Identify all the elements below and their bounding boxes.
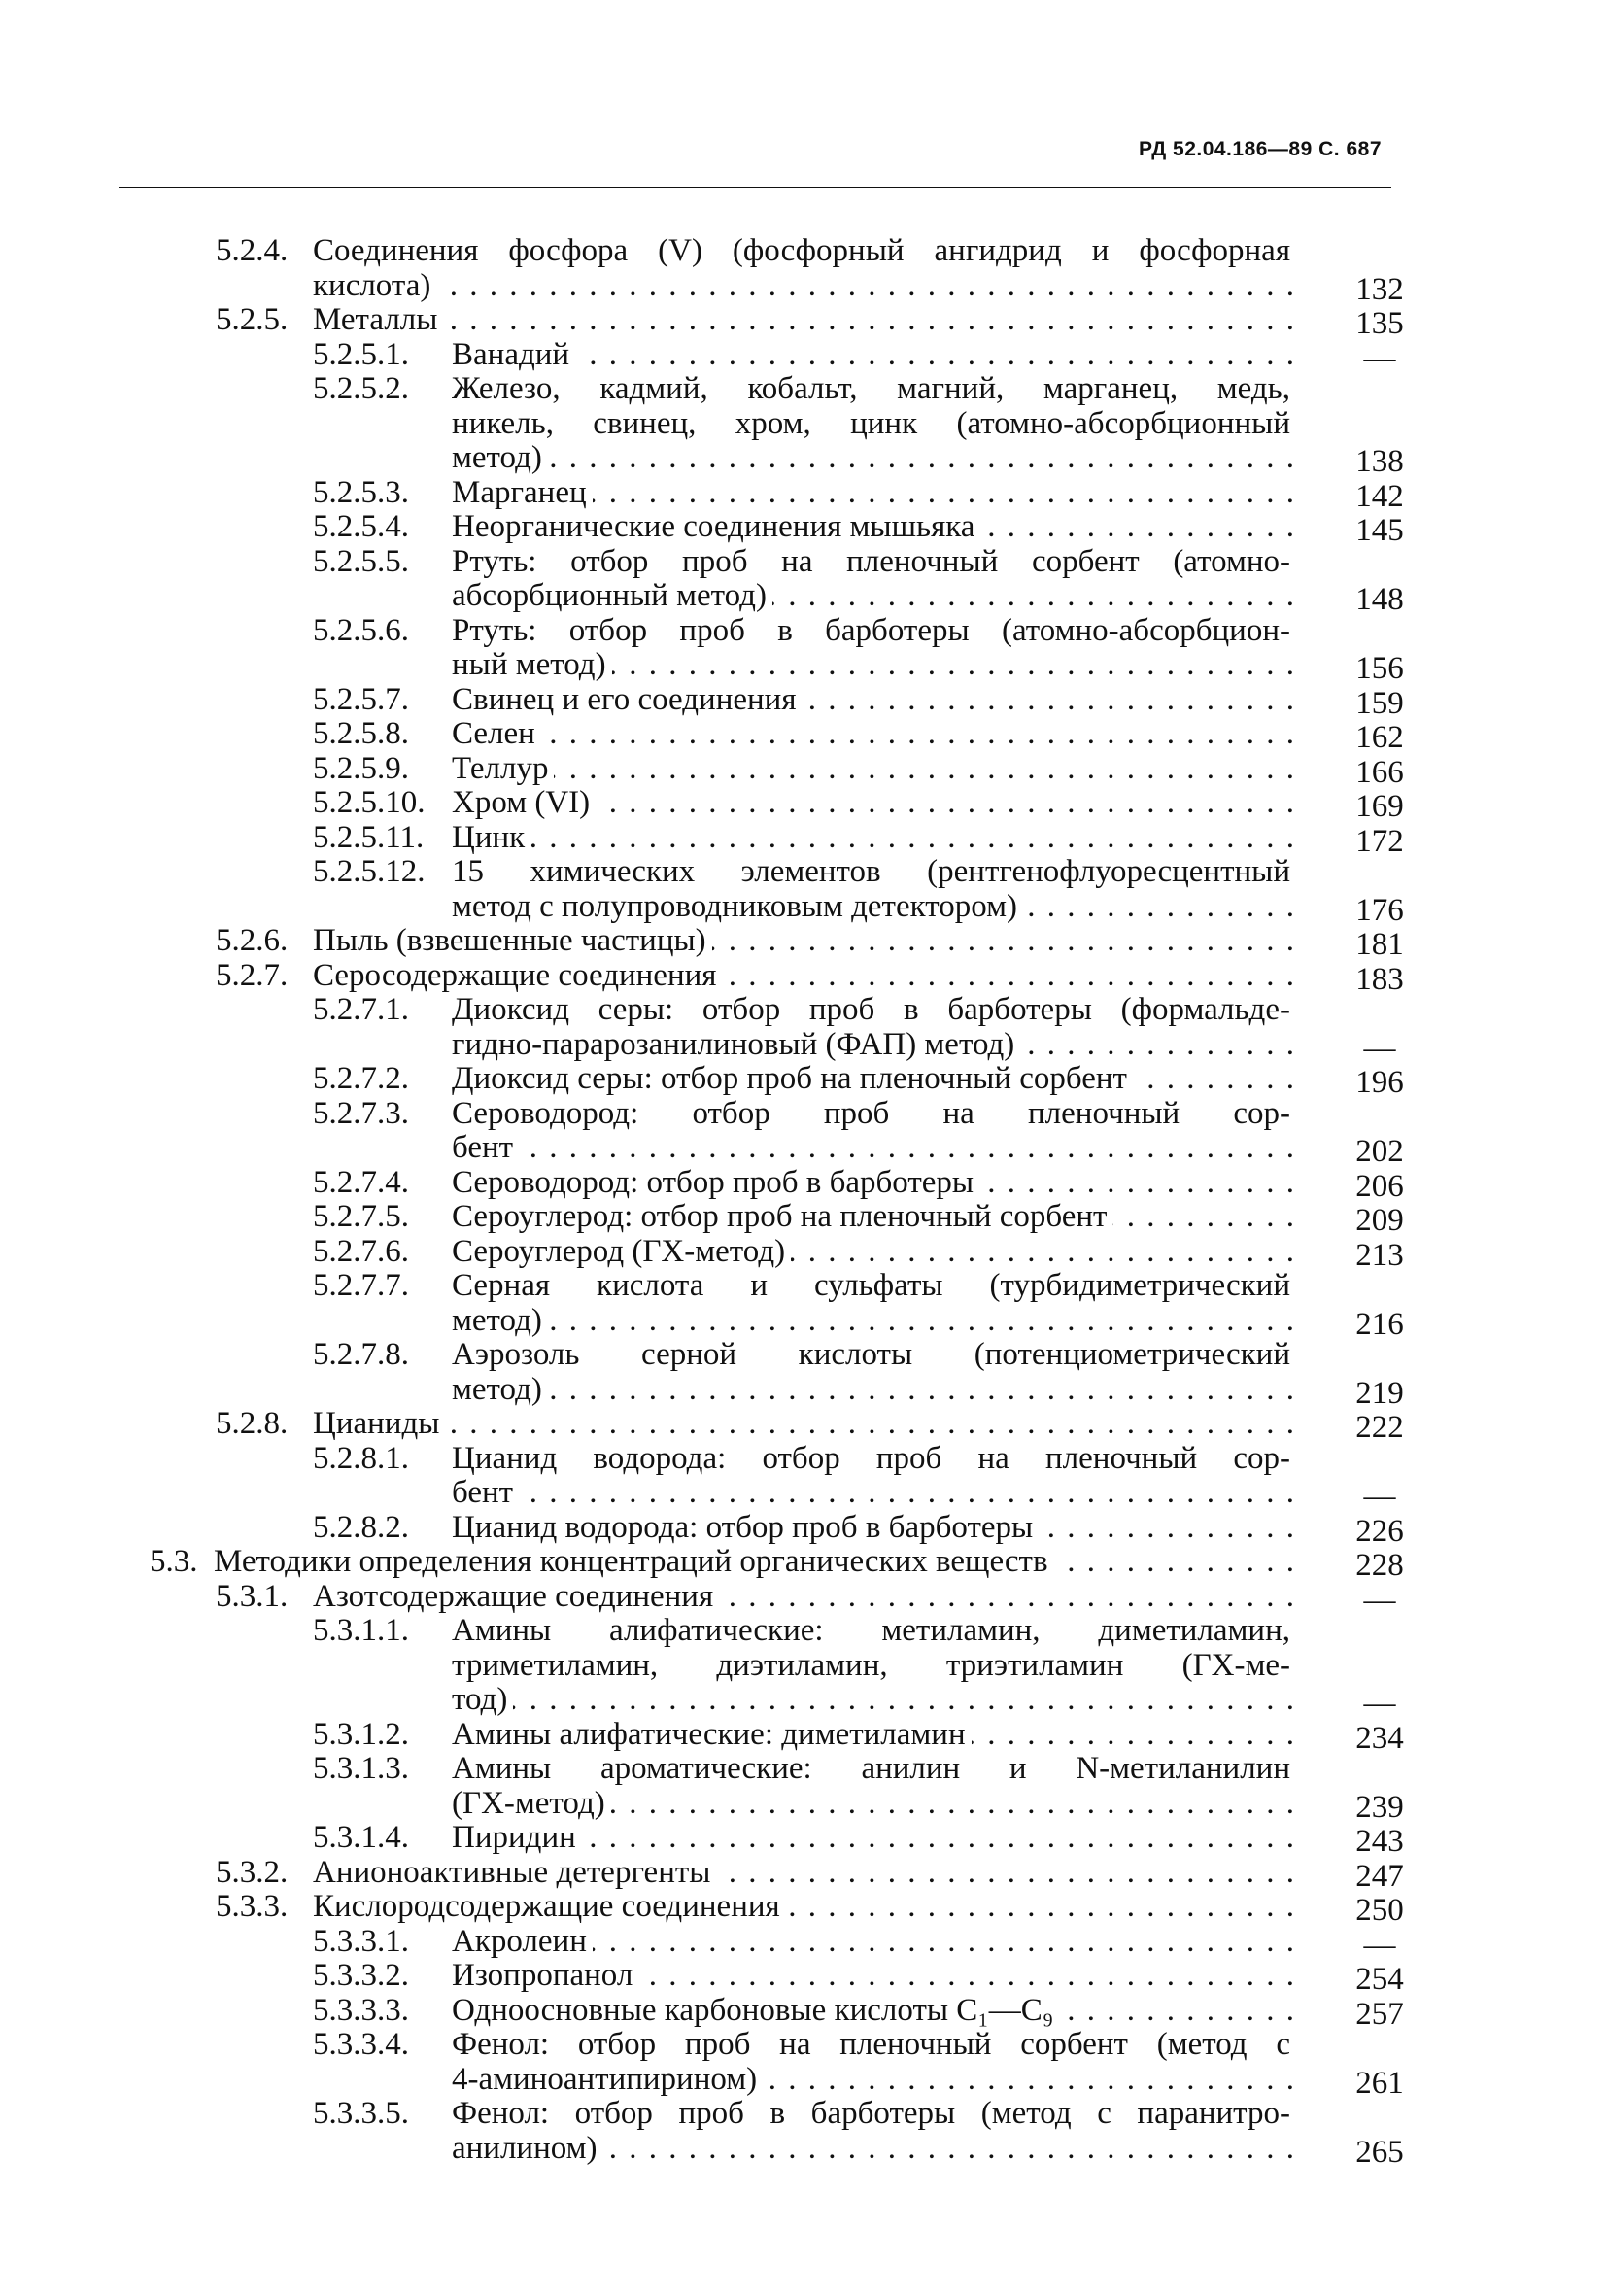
entry-title <box>452 1718 1296 1753</box>
entry-title-line: Кислородсодержащие соединения <box>313 1890 786 1924</box>
toc-entry <box>0 923 1607 962</box>
entry-title <box>452 717 1296 752</box>
toc-entry <box>0 474 1607 514</box>
entry-title <box>313 1580 1296 1615</box>
toc-entry <box>0 1716 1607 1756</box>
entry-page-number: 138 <box>1355 444 1404 479</box>
entry-title-line: Цианид водорода: отбор проб в барботеры <box>452 1511 1039 1545</box>
entry-title <box>452 1200 1296 1235</box>
entry-title-line: Цинк <box>452 821 530 855</box>
entry-number: 5.3.3.2. <box>313 1958 409 1993</box>
entry-number: 5.3.3. <box>216 1889 289 1924</box>
toc-entry <box>0 785 1607 824</box>
entry-number: 5.2.5.2. <box>313 371 409 406</box>
entry-number: 5.2.5.5. <box>313 543 409 579</box>
entry-number: 5.2.8.2. <box>313 1509 409 1545</box>
toc-entry <box>0 1751 1607 1825</box>
entry-number: 5.3.1.2. <box>313 1716 409 1752</box>
entry-page-number: 159 <box>1355 685 1404 721</box>
entry-page-number: 132 <box>1355 271 1404 307</box>
entry-number: 5.3.2. <box>216 1854 289 1890</box>
entry-number: 5.2.8.1. <box>313 1440 409 1476</box>
entry-title-line: ный метод) <box>452 648 612 682</box>
entry-number: 5.3.3.4. <box>313 2027 409 2062</box>
entry-title-line: Цианид водорода: отбор проб на пленочный сор- <box>452 1441 1296 1476</box>
entry-page-number: 234 <box>1355 1720 1404 1756</box>
toc-entry <box>0 1440 1607 1514</box>
entry-title <box>452 338 1296 373</box>
entry-title <box>452 1511 1296 1546</box>
toc-entry <box>0 1544 1607 1583</box>
entry-title <box>214 1545 1296 1580</box>
entry-number: 5.2.8. <box>216 1406 289 1441</box>
entry-title-line: Серная кислота и сульфаты (турбидиметрический <box>452 1268 1296 1303</box>
entry-title <box>313 1856 1296 1891</box>
entry-title <box>313 234 1296 303</box>
entry-page-number: 176 <box>1355 892 1404 928</box>
entry-title <box>452 1097 1296 1166</box>
entry-title-line: Изопропанол <box>452 1959 638 1993</box>
toc-entry <box>0 1406 1607 1445</box>
entry-number: 5.2.4. <box>216 233 289 268</box>
entry-page-number: 261 <box>1355 2065 1404 2101</box>
entry-number: 5.3.3.5. <box>313 2096 409 2131</box>
entry-title-line: бент <box>452 1131 519 1165</box>
entry-title-line: Ртуть: отбор проб на пленочный сорбент (атомно- <box>452 544 1296 579</box>
entry-title-line: Диоксид серы: отбор проб в барботеры (формальде- <box>452 992 1296 1027</box>
toc-entry <box>0 1854 1607 1894</box>
entry-number: 5.2.5.9. <box>313 750 409 786</box>
entry-page-number: — <box>1363 1927 1396 1963</box>
entry-number: 5.2.7.2. <box>313 1061 409 1096</box>
entry-number: 5.2.7.1. <box>313 992 409 1027</box>
toc-entry <box>0 336 1607 376</box>
entry-number: 5.2.7.6. <box>313 1233 409 1269</box>
entry-title-line: абсорбционный метод) <box>452 579 772 613</box>
entry-page-number: 257 <box>1355 1996 1404 2032</box>
header-rule <box>119 187 1391 188</box>
entry-number: 5.2.7.5. <box>313 1199 409 1234</box>
entry-title-line: бент <box>452 1476 519 1510</box>
entry-title-line: Селен <box>452 717 541 751</box>
entry-title <box>313 924 1296 959</box>
entry-page-number: 239 <box>1355 1789 1404 1825</box>
entry-number: 5.2.7.8. <box>313 1337 409 1372</box>
entry-title-line: (ГХ-метод) <box>452 1787 611 1821</box>
toc-entry <box>0 509 1607 548</box>
entry-title <box>452 683 1296 718</box>
entry-title <box>452 510 1296 545</box>
entry-title <box>452 1269 1296 1338</box>
entry-title <box>452 1614 1296 1718</box>
entry-page-number: 145 <box>1355 513 1404 548</box>
entry-page-number: 148 <box>1355 582 1404 617</box>
entry-title <box>452 1752 1296 1821</box>
entry-title <box>313 303 1296 338</box>
entry-number: 5.2.5.3. <box>313 474 409 510</box>
entry-number: 5.2.5.6. <box>313 612 409 648</box>
toc-entry <box>0 2027 1607 2101</box>
entry-title <box>452 1994 1296 2029</box>
entry-title-line: анилином) <box>452 2132 603 2166</box>
toc-entry <box>0 1061 1607 1100</box>
toc-entry <box>0 992 1607 1066</box>
entry-page-number: 243 <box>1355 1824 1404 1859</box>
entry-number: 5.2.7.4. <box>313 1164 409 1200</box>
toc-entry <box>0 2096 1607 2170</box>
entry-page-number: 202 <box>1355 1134 1404 1169</box>
entry-title <box>452 1442 1296 1511</box>
entry-number: 5.3.3.1. <box>313 1923 409 1959</box>
entry-title <box>452 476 1296 511</box>
entry-page-number: 142 <box>1355 478 1404 514</box>
entry-page-number: 166 <box>1355 754 1404 790</box>
entry-title <box>452 1338 1296 1407</box>
entry-title-line: кислота) <box>313 269 436 303</box>
entry-title <box>452 1062 1296 1097</box>
entry-title-line: Железо, кадмий, кобальт, магний, марганец, медь, <box>452 371 1296 406</box>
entry-page-number: 219 <box>1355 1375 1404 1411</box>
entry-page-number: 206 <box>1355 1168 1404 1204</box>
entry-title <box>313 1407 1296 1442</box>
entry-title-line: гидно-парарозанилиновый (ФАП) метод) <box>452 1028 1020 1062</box>
toc-entry <box>0 612 1607 686</box>
toc-entry <box>0 371 1607 479</box>
entry-page-number: 216 <box>1355 1306 1404 1342</box>
entry-page-number: 228 <box>1355 1548 1404 1583</box>
entry-page-number: 135 <box>1355 306 1404 341</box>
entry-number: 5.2.5.12. <box>313 854 426 889</box>
toc-entry <box>0 681 1607 721</box>
toc-entry <box>0 1578 1607 1618</box>
entry-page-number: 226 <box>1355 1513 1404 1549</box>
toc-entry <box>0 1164 1607 1204</box>
entry-page-number: 209 <box>1355 1203 1404 1238</box>
entry-page-number: 156 <box>1355 651 1404 686</box>
entry-page-number: 254 <box>1355 1962 1404 1997</box>
toc-entry <box>0 1958 1607 1997</box>
entry-title-line: Металлы <box>313 303 443 337</box>
toc-entry <box>0 716 1607 755</box>
toc-entry <box>0 1233 1607 1273</box>
entry-title <box>313 1890 1296 1925</box>
entry-title-line: Аэрозоль серной кислоты (потенциометрический <box>452 1337 1296 1372</box>
entry-page-number: 222 <box>1355 1410 1404 1445</box>
entry-title <box>452 752 1296 787</box>
entry-title-line: Сероуглерод: отбор проб на пленочный сорбент <box>452 1200 1112 1234</box>
toc-entry <box>0 302 1607 341</box>
entry-title-line: Амины алифатические: метиламин, диметиламин, <box>452 1613 1296 1648</box>
running-header: РД 52.04.186—89 С. 687 <box>1139 138 1382 160</box>
entry-title-line: Сероводород: отбор проб на пленочный сор- <box>452 1096 1296 1131</box>
entry-title <box>313 959 1296 994</box>
toc-entry <box>0 1199 1607 1238</box>
entry-title-line: Амины ароматические: анилин и N-метиланилин <box>452 1751 1296 1786</box>
entry-title-line: метод) <box>452 441 548 475</box>
entry-title-line: Анионоактивные детергенты <box>313 1856 716 1890</box>
toc-entry <box>0 750 1607 790</box>
entry-title <box>452 786 1296 821</box>
entry-title-line: Сероводород: отбор проб в барботеры <box>452 1166 979 1200</box>
entry-title-line: Соединения фосфора (V) (фосфорный ангидрид и фосфорная <box>313 233 1296 268</box>
entry-title-line: Одноосновные карбоновые кислоты C₁—C₉ <box>452 1994 1059 2028</box>
entry-title-line: 15 химических элементов (рентгенофлуоресцентный <box>452 854 1296 889</box>
entry-page-number: 183 <box>1355 961 1404 997</box>
entry-title-line: Марганец <box>452 476 593 510</box>
entry-page-number: — <box>1363 1582 1396 1618</box>
toc-entry <box>0 1268 1607 1342</box>
entry-title-line: 4-аминоантипирином) <box>452 2063 763 2097</box>
entry-title-line: Диоксид серы: отбор проб на пленочный сорбент <box>452 1062 1133 1096</box>
toc-entry <box>0 854 1607 928</box>
entry-number: 5.2.6. <box>216 923 289 958</box>
toc-entry <box>0 1992 1607 2032</box>
entry-page-number: — <box>1363 1479 1396 1514</box>
entry-number: 5.3.1.4. <box>313 1820 409 1855</box>
entry-title-line: метод) <box>452 1373 548 1407</box>
entry-page-number: — <box>1363 340 1396 376</box>
toc-entry <box>0 1613 1607 1721</box>
toc-entry <box>0 819 1607 859</box>
entry-number: 5.2.5.4. <box>313 509 409 544</box>
entry-title-line: никель, свинец, хром, цинк (атомно-абсорбционный <box>452 406 1296 441</box>
entry-title-line: Ванадий <box>452 338 575 372</box>
entry-page-number: 162 <box>1355 720 1404 755</box>
entry-title <box>452 855 1296 924</box>
entry-page-number: 172 <box>1355 823 1404 859</box>
entry-page-number: — <box>1363 1030 1396 1066</box>
entry-title <box>452 545 1296 614</box>
entry-title-line: триметиламин, диэтиламин, триэтиламин (ГХ-ме- <box>452 1648 1296 1683</box>
entry-title-line: Пиридин <box>452 1821 582 1855</box>
entry-title-line: метод) <box>452 1304 548 1338</box>
entry-title <box>452 1959 1296 1994</box>
entry-title-line: Серосодержащие соединения <box>313 959 722 993</box>
toc-entry <box>0 233 1607 307</box>
entry-title <box>452 2097 1296 2166</box>
entry-title <box>452 1925 1296 1960</box>
entry-title-line: Амины алифатические: диметиламин <box>452 1718 972 1752</box>
toc-entry <box>0 1889 1607 1928</box>
entry-number: 5.2.7.7. <box>313 1268 409 1303</box>
entry-number: 5.3. <box>150 1544 198 1579</box>
entry-title <box>452 821 1296 856</box>
entry-title-line: метод с полупроводниковым детектором) <box>452 890 1023 924</box>
entry-page-number: 169 <box>1355 789 1404 824</box>
entry-number: 5.2.7.3. <box>313 1095 409 1131</box>
entry-title <box>452 1166 1296 1201</box>
entry-page-number: 213 <box>1355 1237 1404 1273</box>
entry-title-line: Свинец и его соединения <box>452 683 803 717</box>
entry-title-line: Сероуглерод (ГХ-метод) <box>452 1235 791 1269</box>
toc-entry <box>0 1095 1607 1169</box>
entry-page-number: 181 <box>1355 927 1404 962</box>
toc-entry <box>0 543 1607 617</box>
entry-number: 5.2.7. <box>216 957 289 993</box>
entry-number: 5.2.5. <box>216 302 289 337</box>
entry-title-line: тод) <box>452 1683 513 1717</box>
entry-number: 5.3.1.3. <box>313 1751 409 1786</box>
entry-number: 5.2.5.10. <box>313 785 426 820</box>
entry-page-number: 265 <box>1355 2134 1404 2170</box>
entry-title-line: Неорганические соединения мышьяка <box>452 510 980 544</box>
entry-title <box>452 1235 1296 1270</box>
entry-title <box>452 993 1296 1062</box>
toc-entry <box>0 1337 1607 1411</box>
entry-title-line: Теллур <box>452 752 554 786</box>
entry-title-line: Пыль (взвешенные частицы) <box>313 924 712 958</box>
entry-title-line: Хром (VI) <box>452 786 596 820</box>
entry-page-number: — <box>1363 1686 1396 1721</box>
entry-number: 5.2.5.11. <box>313 819 425 855</box>
entry-title-line: Цианиды <box>313 1407 445 1441</box>
toc-entry <box>0 957 1607 997</box>
toc-entry <box>0 1820 1607 1859</box>
entry-title <box>452 1821 1296 1856</box>
entry-number: 5.2.5.8. <box>313 716 409 751</box>
entry-page-number: 196 <box>1355 1065 1404 1100</box>
entry-title-line: Фенол: отбор проб в барботеры (метод с паранитро- <box>452 2096 1296 2131</box>
toc-entry <box>0 1509 1607 1549</box>
entry-number: 5.3.3.3. <box>313 1992 409 2028</box>
entry-number: 5.3.1. <box>216 1578 289 1614</box>
entry-number: 5.3.1.1. <box>313 1613 409 1648</box>
entry-page-number: 247 <box>1355 1858 1404 1894</box>
entry-title-line: Азотсодержащие соединения <box>313 1580 719 1614</box>
entry-number: 5.2.5.1. <box>313 336 409 372</box>
entry-title <box>452 372 1296 476</box>
toc-entry <box>0 1923 1607 1963</box>
entry-title <box>452 2028 1296 2097</box>
entry-title-line: Акролеин <box>452 1925 593 1959</box>
entry-title-line: Методики определения концентраций органических веществ <box>214 1545 1054 1579</box>
entry-title-line: Ртуть: отбор проб в барботеры (атомно-абсорбцион- <box>452 613 1296 648</box>
entry-number: 5.2.5.7. <box>313 681 409 717</box>
entry-page-number: 250 <box>1355 1893 1404 1928</box>
entry-title <box>452 614 1296 683</box>
entry-title-line: Фенол: отбор проб на пленочный сорбент (метод с <box>452 2027 1296 2062</box>
